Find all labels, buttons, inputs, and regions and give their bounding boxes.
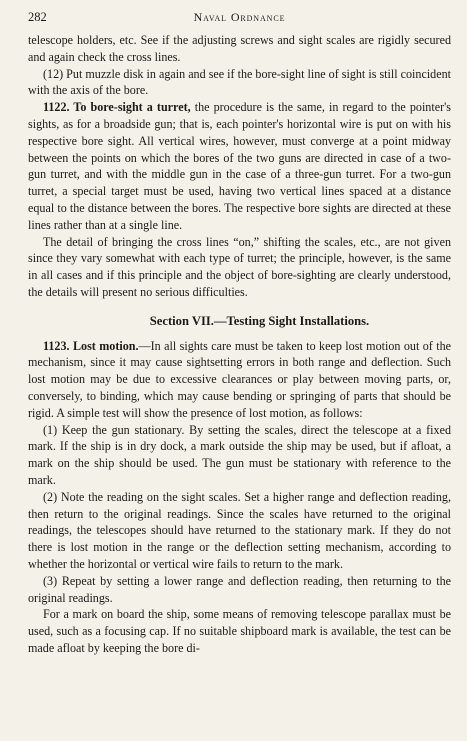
paragraph-step-12: (12) Put muzzle disk in again and see if the bore-sight line of sight is still coincident with the axis of the bore.	[28, 66, 451, 98]
section-title: Section VII.—Testing Sight Installations.	[149, 313, 370, 328]
paragraph-shipboard-mark: For a mark on board the ship, some means of removing telescope parallax must be used, such as a focusing cap. If no suitable shipboard mark is available, the test can be made afloat by keeping the bore di-	[28, 607, 451, 655]
paragraph-step-1: (1) Keep the gun stationary. By setting the scales, direct the telescope at a fixed mark. If the ship is in dry dock, a mark outside the ship may be used, but if afloat, a mark on the ship should be used. The gun must be stationary with reference to the mark.	[28, 422, 451, 487]
paragraph-1123	[28, 338, 451, 422]
paragraph-1123-body: —In all sights care must be taken to keep lost motion out of the mechanism, since it may cause sightsetting errors in both range and deflection. Such lost motion may be due to excessive clearances or play between moving parts, or, conversely, to binding, which may cause bending or springing of parts that should be rigid. A simple test will show the presence of lost motion, as follows:	[28, 338, 452, 420]
paragraph-continued: telescope holders, etc. See if the adjusting screws and sight scales are rigidly secured and again check the cross lines.	[28, 33, 451, 64]
paragraph-cross-lines-detail: The detail of bringing the cross lines “on,” shifting the scales, etc., are not given since they vary somewhat with each type of turret; the principle, however, is the same in all cases and if this principle and the object of bore-sighting are clearly understood, the details will present no serious difficulties.	[28, 234, 451, 299]
paragraph-1122	[28, 99, 451, 233]
paragraph-1122-body: the procedure is the same, in regard to the pointer's sights, as for a broadside gun; that is, each pointer's horizontal wire is put on with his respective bore sight. All vertical wires, however, must converge at a point midway between the points on which the bores of the two guns are directed in case of a two-gun turret, and with the middle gun in the case of a three-gun turret. For a two-gun turret, a special target must be used, having two vertical lines spaced at a distance equal to the distance between the bores. The respective bore sights are directed at these lines rather than at a single line.	[28, 100, 451, 232]
paragraph-step-3: (3) Repeat by setting a lower range and deflection reading, then returning to the original readings.	[28, 573, 451, 605]
paragraph-1123-heading: 1123. Lost motion.	[43, 338, 139, 353]
running-head	[28, 10, 451, 32]
running-title: Naval Ordnance	[193, 10, 286, 24]
paragraph-step-2: (2) Note the reading on the sight scales. Set a higher range and deflection reading, then return to the original readings. Since the scales have returned to the original readings, the telescopes should have returned to the stationary mark. If they do not there is lost motion in the range or the deflection setting mechanism, according to whether the horizontal or vertical wire fails to return to the mark.	[28, 489, 451, 571]
paragraph-1122-heading: 1122. To bore-sight a turret,	[43, 100, 191, 115]
page-body	[28, 32, 451, 657]
page-number: 282	[28, 10, 47, 24]
